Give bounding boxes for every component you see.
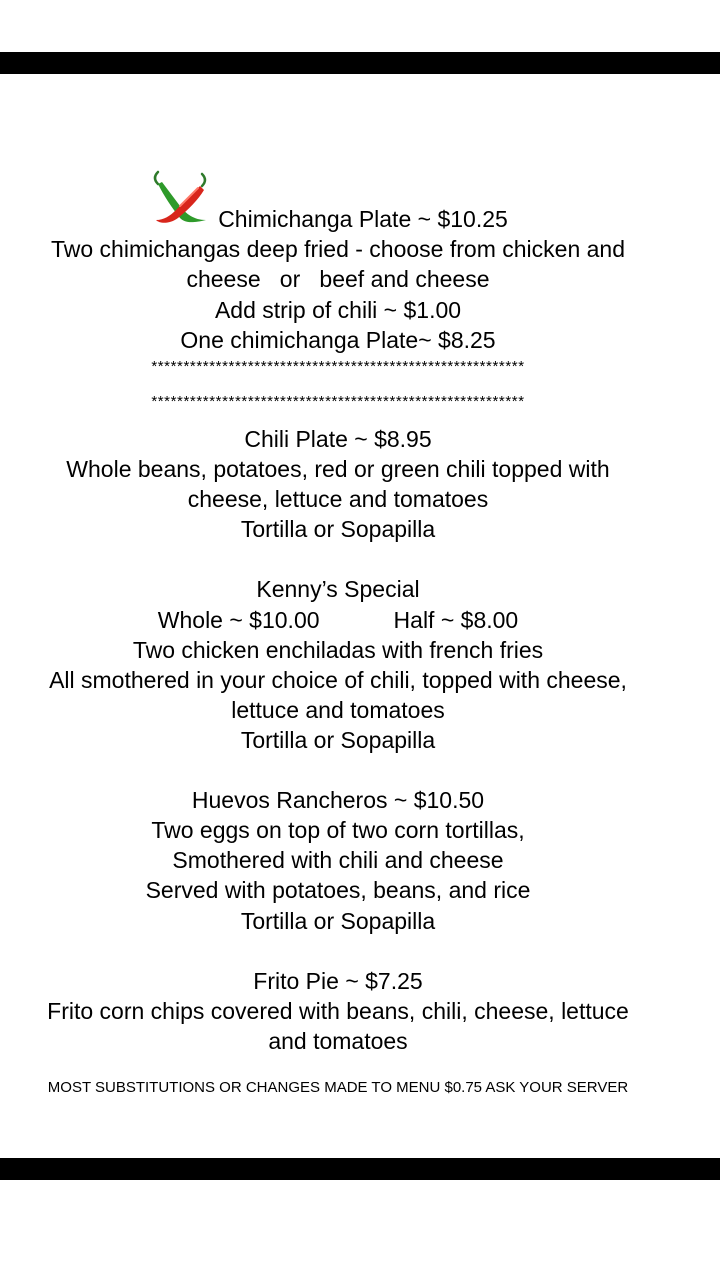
spacer [0,755,676,785]
chimichanga-single: One chimichanga Plate~ $8.25 [180,326,496,353]
chimichanga-desc-2: cheese or beef and cheese [186,266,490,293]
chimichanga-section [0,204,676,355]
frito-pie-desc-1: Frito corn chips covered with beans, chili, cheese, lettuce [47,997,629,1024]
kennys-special-prices [0,605,676,635]
huevos-desc-3: Served with potatoes, beans, and rice [145,877,531,904]
chimichanga-desc-1: Two chimichangas deep fried - choose from chicken and [50,236,626,263]
kennys-special-whole: Whole ~ $10.00 [157,606,320,633]
chili-plate-desc-1: Whole beans, potatoes, red or green chili topped with [66,456,610,483]
kennys-special-half: Half ~ $8.00 [393,606,519,633]
top-black-bar [0,52,720,74]
kennys-special-side: Tortilla or Sopapilla [240,726,436,753]
frito-pie-desc-2: and tomatoes [268,1027,408,1054]
star-divider-1: ********************************************************** [151,358,525,375]
spacer [0,544,676,574]
bottom-black-bar [0,1158,720,1180]
frito-pie-title: Frito Pie ~ $7.25 [253,967,423,994]
chimichanga-title: Chimichanga Plate ~ $10.25 [218,206,508,232]
chili-pepper-icon [150,170,212,226]
kennys-special-desc-1: Two chicken enchiladas with french fries [132,636,544,663]
kennys-special-title: Kenny’s Special [256,576,420,603]
menu-items [0,424,676,1056]
footer-note: MOST SUBSTITUTIONS OR CHANGES MADE TO MENU $0.75 ASK YOUR SERVER [47,1079,629,1096]
star-divider-2: ********************************************************** [151,393,525,410]
huevos-title: Huevos Rancheros ~ $10.50 [191,787,485,814]
chimichanga-title-line [0,204,676,234]
huevos-side: Tortilla or Sopapilla [240,907,436,934]
kennys-special-desc-3: lettuce and tomatoes [231,696,445,723]
chili-plate-desc-2: cheese, lettuce and tomatoes [187,486,489,513]
huevos-desc-2: Smothered with chili and cheese [172,847,504,874]
chimichanga-addon: Add strip of chili ~ $1.00 [214,296,462,323]
kennys-special-desc-2: All smothered in your choice of chili, topped with cheese, [49,666,627,693]
huevos-desc-1: Two eggs on top of two corn tortillas, [151,817,525,844]
chili-plate-side: Tortilla or Sopapilla [240,516,436,543]
chili-plate-title: Chili Plate ~ $8.95 [244,426,432,452]
spacer [0,936,676,966]
